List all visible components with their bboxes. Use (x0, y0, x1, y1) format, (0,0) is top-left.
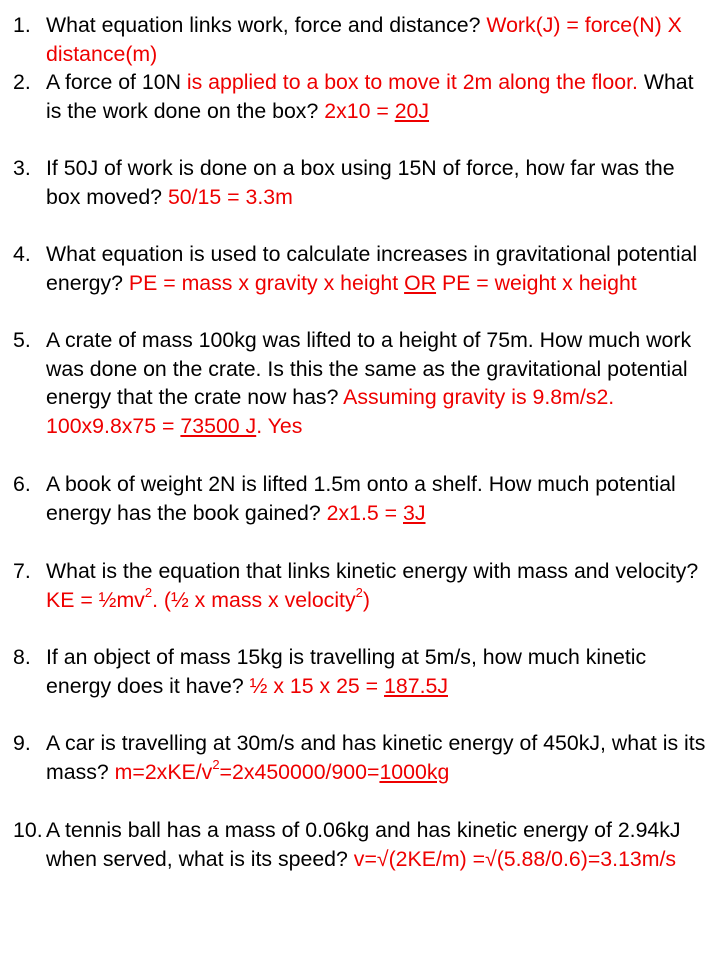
answer-text: is applied to a box to move it 2m along the floor. (186, 70, 638, 94)
prompt-text: What equation is used to calculate increases in gravitational potential energy? (46, 242, 698, 295)
question-number: 7. (13, 559, 31, 583)
question-item (13, 643, 713, 700)
prompt-text: A force of 10N (46, 70, 187, 94)
question-text (46, 557, 713, 614)
prompt-text: What is the work done on the box? (46, 70, 694, 123)
answer-text: 3J (403, 500, 426, 525)
question-item (13, 470, 713, 527)
question-text (46, 643, 713, 700)
question-text (46, 68, 713, 125)
question-text (46, 470, 713, 527)
answer-text: 50/15 = 3.3m (167, 184, 293, 209)
answer-text: 2 (144, 584, 153, 600)
question-number: 3. (13, 156, 31, 180)
answer-text: v=√(2KE/m) =√(5.88/0.6)=3.13m/s (353, 846, 677, 871)
question-item (13, 557, 713, 614)
question-item (13, 154, 713, 211)
question-item (13, 729, 713, 786)
question-number: 1. (13, 13, 31, 37)
answer-text: OR (404, 270, 437, 295)
question-text (46, 729, 713, 786)
prompt-text: A crate of mass 100kg was lifted to a height of 75m. How much work was done on the crate. Is this the same as the gravitational potential energy that the crate now has? (46, 328, 692, 410)
question-text (46, 154, 713, 211)
answer-text: PE = weight x height (436, 270, 637, 295)
question-item (13, 326, 713, 441)
prompt-text: What equation links work, force and distance? (46, 13, 487, 37)
answer-text: PE = mass x gravity x height (128, 270, 405, 295)
question-item (13, 11, 713, 68)
question-text (46, 11, 713, 68)
answer-text: 1000kg (379, 759, 450, 784)
answer-text: . Yes (256, 414, 303, 439)
question-item (13, 240, 713, 297)
prompt-text: If an object of mass 15kg is travelling at 5m/s, how much kinetic energy does it have? (46, 645, 647, 698)
answer-text: . (½ x mass x velocity (152, 587, 356, 612)
prompt-text: What is the equation that links kinetic energy with mass and velocity? (46, 559, 699, 583)
question-number: 8. (13, 645, 31, 669)
question-text (46, 326, 713, 441)
question-number: 9. (13, 731, 31, 755)
question-number: 4. (13, 242, 31, 266)
answer-text: 2x10 = (324, 98, 395, 123)
question-number: 2. (13, 70, 31, 94)
answer-text: 20J (394, 98, 430, 123)
prompt-text: A book of weight 2N is lifted 1.5m onto a shelf. How much potential energy has the book gained? (46, 472, 676, 525)
answer-text: 2 (212, 756, 220, 772)
answer-text: m=2xKE/v (114, 759, 213, 784)
answer-text: Assuming gravity is 9.8m/s2. 100x9.8x75 = (46, 385, 615, 439)
question-text (46, 816, 713, 873)
answer-text: =2x450000/900= (219, 759, 380, 784)
answer-text: ) (362, 587, 370, 612)
answer-text: 187.5J (384, 673, 448, 698)
answer-text: 2 (355, 584, 363, 600)
answer-text: 2x1.5 = (326, 500, 403, 525)
question-number: 6. (13, 472, 31, 496)
answer-text: Work(J) = force(N) X distance(m) (46, 13, 682, 66)
prompt-text: If 50J of work is done on a box using 15N of force, how far was the box moved? (46, 156, 675, 209)
question-number: 10. (13, 818, 43, 842)
question-item (13, 68, 713, 125)
answer-text: KE = ½mv (46, 587, 145, 612)
question-text (46, 240, 713, 297)
answer-text: 73500 J (180, 414, 257, 439)
question-item (13, 816, 713, 873)
prompt-text: A tennis ball has a mass of 0.06kg and has kinetic energy of 2.94kJ when served, what is its speed? (46, 818, 681, 871)
answer-text: ½ x 15 x 25 = (249, 673, 385, 698)
question-number: 5. (13, 328, 31, 352)
prompt-text: A car is travelling at 30m/s and has kinetic energy of 450kJ, what is its mass? (46, 731, 706, 784)
